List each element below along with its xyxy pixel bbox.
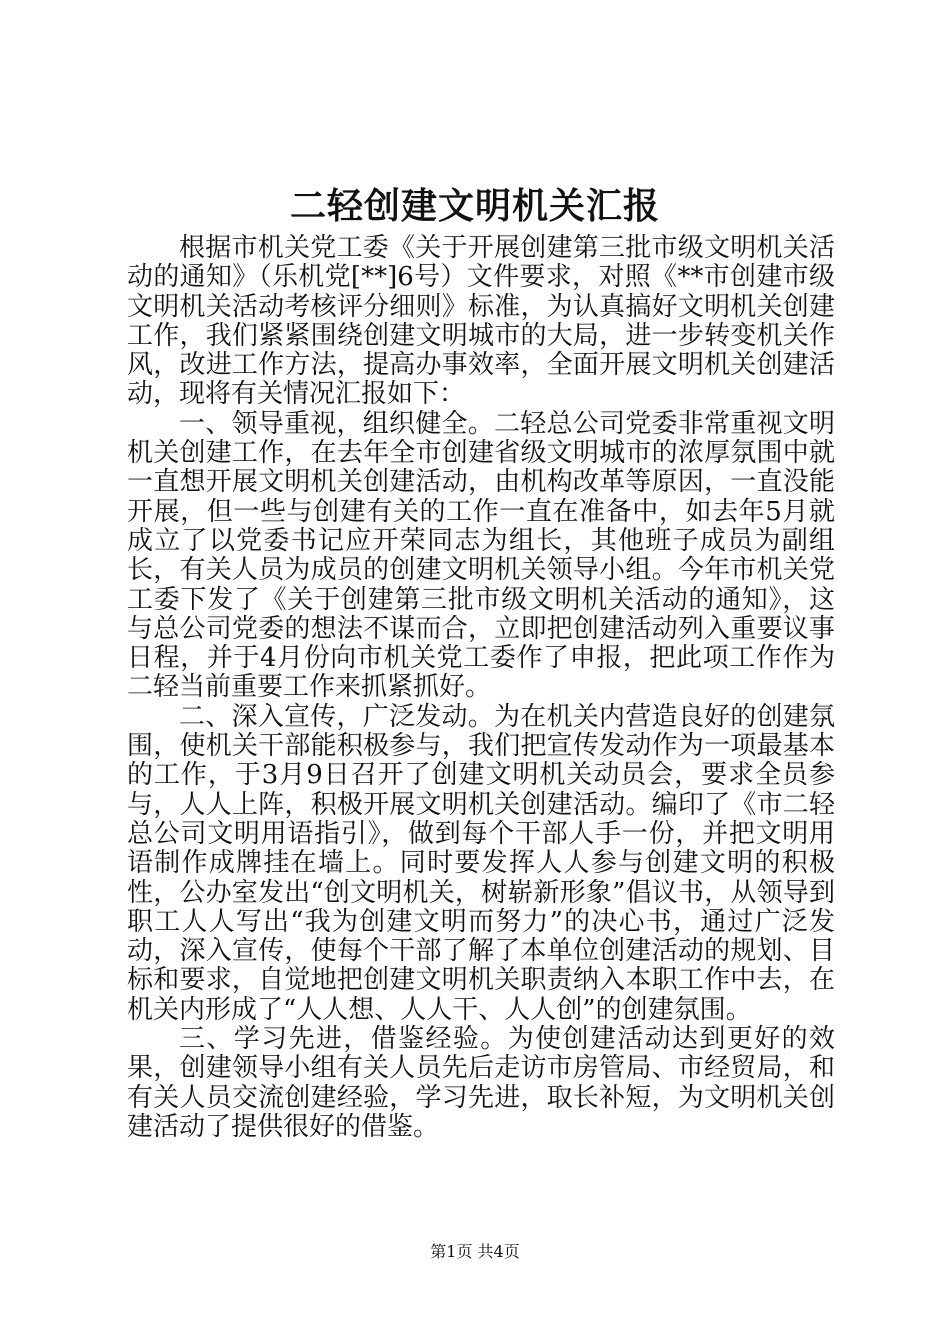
page-number-footer: 第1页 共4页 [430, 1242, 520, 1261]
document-body [127, 234, 835, 1142]
paragraph-section-3: 三、学习先进，借鉴经验。为使创建活动达到更好的效果，创建领导小组有关人员先后走访市房管局、市经贸局，和有关人员交流创建经验，学习先进，取长补短，为文明机关创建活动了提供很好的借鉴。 [127, 1024, 835, 1142]
paragraph-section-1: 一、领导重视，组织健全。二轻总公司党委非常重视文明机关创建工作，在去年全市创建省级文明城市的浓厚氛围中就一直想开展文明机关创建活动，由机构改革等原因，一直没能开展，但一些与创建有关的工作一直在准备中，如去年5月就成立了以党委书记应开荣同志为组长，其他班子成员为副组长，有关人员为成员的创建文明机关领导小组。今年市机关党工委下发了《关于创建第三批市级文明机关活动的通知》，这与总公司党委的想法不谋而合，立即把创建活动列入重要议事日程，并于4月份向市机关党工委作了申报，把此项工作作为二轻当前重要工作来抓紧抓好。 [127, 408, 835, 703]
paragraph-intro: 根据市机关党工委《关于开展创建第三批市级文明机关活动的通知》（乐机党[**]6号）文件要求，对照《**市创建市级文明机关活动考核评分细则》标准，为认真搞好文明机关创建工作，我们紧紧围绕创建文明城市的大局，进一步转变机关作风，改进工作方法，提高办事效率，全面开展文明机关创建活动，现将有关情况汇报如下： [127, 233, 835, 410]
document-title: 二轻创建文明机关汇报 [289, 185, 660, 227]
paragraph-section-2: 二、深入宣传，广泛发动。为在机关内营造良好的创建氛围，使机关干部能积极参与，我们把宣传发动作为一项最基本的工作，于3月9日召开了创建文明机关动员会，要求全员参与，人人上阵，积极开展文明机关创建活动。编印了《市二轻总公司文明用语指引》，做到每个干部人手一份，并把文明用语制作成牌挂在墙上。同时要发挥人人参与创建文明的积极性，公办室发出“创文明机关，树崭新形象”倡议书，从领导到职工人人写出“我为创建文明而努力”的决心书，通过广泛发动，深入宣传，使每个干部了解了本单位创建活动的规划、目标和要求，自觉地把创建文明机关职责纳入本职工作中去，在机关内形成了“人人想、人人干、人人创”的创建氛围。 [127, 701, 835, 1025]
